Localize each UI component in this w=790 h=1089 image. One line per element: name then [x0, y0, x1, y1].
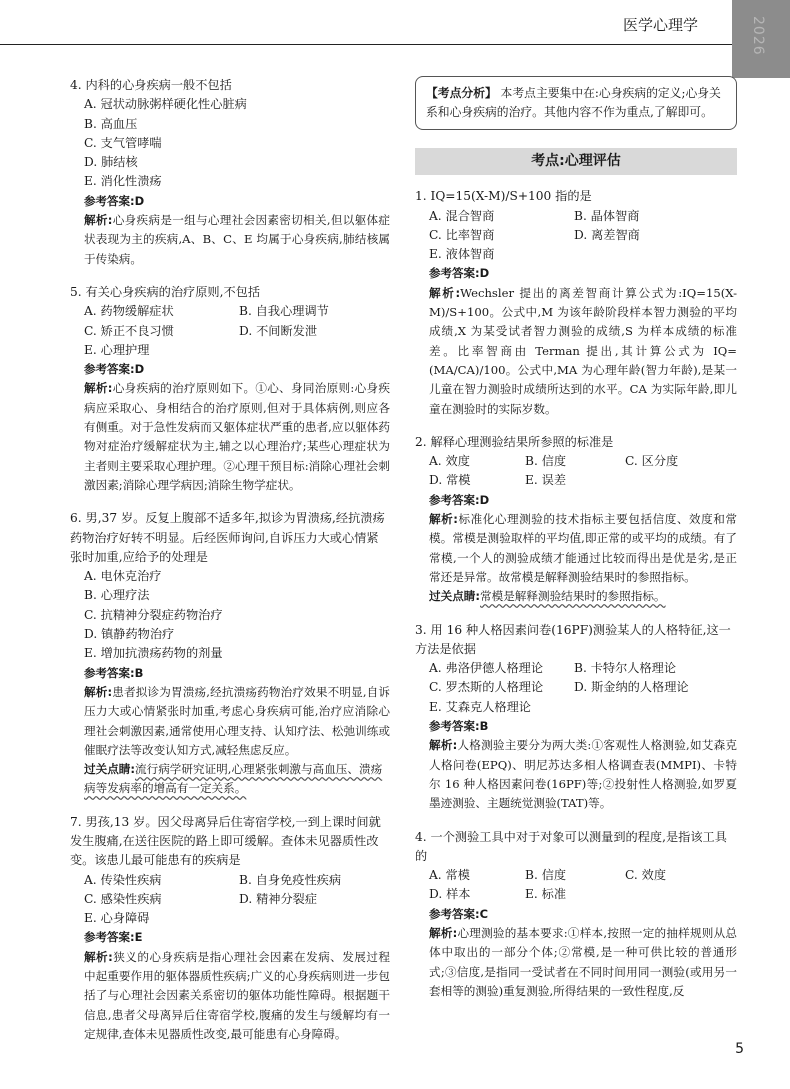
option: C. 抗精神分裂症药物治疗 — [84, 607, 223, 622]
option: A. 效度 — [429, 454, 470, 469]
explanation — [70, 379, 390, 495]
explanation — [415, 284, 737, 419]
answer: 参考答案:B — [84, 665, 144, 680]
question — [70, 813, 390, 1045]
explanation — [415, 736, 737, 813]
question-stem: 3. 用 16 种人格因素问卷(16PF)测验某人的人格特征,这一方法是依据 — [415, 622, 731, 656]
option: E. 标准 — [525, 887, 567, 902]
answer: 参考答案:D — [429, 492, 490, 507]
question-stem: 4. 一个测验工具中对于对象可以测量到的程度,是指该工具的 — [415, 829, 727, 863]
year-label: 2026 — [750, 16, 766, 56]
left-column — [70, 76, 390, 1058]
question-stem: 5. 有关心身疾病的治疗原则,不包括 — [70, 284, 261, 299]
year-tab — [732, 0, 790, 78]
answer: 参考答案:B — [429, 719, 489, 734]
running-header-title: 医学心理学 — [622, 16, 698, 34]
explanation — [415, 510, 737, 587]
explanation-label: 解析: — [84, 684, 113, 699]
explanation-label: 解析: — [429, 738, 458, 753]
question — [70, 283, 390, 495]
key-point-text: 常模是解释测验结果时的参照指标。 — [480, 589, 666, 604]
option: A. 电休克治疗 — [84, 569, 162, 584]
option: D. 离差智商 — [574, 227, 640, 242]
option: C. 罗杰斯的人格理论 — [429, 680, 544, 695]
option: E. 液体智商 — [429, 247, 495, 262]
option: A. 冠状动脉粥样硬化性心脏病 — [84, 97, 247, 112]
option: E. 增加抗溃疡药物的剂量 — [84, 646, 223, 661]
analysis-box-label: 【考点分析】 — [426, 86, 497, 100]
explanation — [415, 924, 737, 1001]
explanation-text: 标准化心理测验的技术指标主要包括信度、效度和常模。常模是测验取样的平均值,即正常的或平均的成绩。有了常模,一个人的测验成绩才能通过比较而得出是优是劣,是正常还是异常。故常模是解释测验结果时的参照指标。 — [429, 512, 737, 584]
option: C. 比率智商 — [429, 227, 495, 242]
option: D. 样本 — [429, 887, 471, 902]
key-point-label: 过关点睛: — [429, 589, 481, 604]
explanation-label: 解析: — [429, 285, 461, 300]
explanation-text: 患者拟诊为胃溃疡,经抗溃疡药物治疗效果不明显,自诉压力大或心情紧张时加重,考虑心身疾病可能,治疗应消除心理社会刺激因素,通常使用心理支持、认知疗法、松弛训练或催眠疗法等改变认知方式,减轻焦虑反应。 — [84, 684, 391, 757]
answer: 参考答案:D — [84, 193, 145, 208]
key-point-label: 过关点睛: — [84, 762, 136, 777]
header-rule — [0, 44, 732, 45]
page-number: 5 — [735, 1041, 744, 1057]
option: E. 消化性溃疡 — [84, 174, 162, 189]
option: D. 不间断发泄 — [239, 323, 318, 338]
question — [415, 828, 737, 1002]
option: D. 斯金纳的人格理论 — [574, 680, 689, 695]
option: A. 混合智商 — [429, 208, 495, 223]
right-column — [415, 76, 737, 1015]
option: C. 矫正不良习惯 — [84, 323, 174, 338]
explanation-label: 解析: — [84, 381, 113, 396]
option: D. 肺结核 — [84, 155, 138, 170]
option: E. 艾森克人格理论 — [429, 699, 531, 714]
question — [415, 433, 737, 607]
analysis-box — [415, 76, 737, 130]
question-stem: 4. 内科的心身疾病一般不包括 — [70, 78, 232, 92]
key-point — [70, 760, 390, 799]
option: B. 信度 — [525, 454, 567, 469]
explanation-text: 心身疾病是一组与心理社会因素密切相关,但以躯体症状表现为主的疾病,A、B、C、E 均属于心身疾病,肺结核属于传染病。 — [84, 213, 391, 266]
explanation-text: 人格测验主要分为两大类:①客观性人格测验,如艾森克人格问卷(EPQ)、明尼苏达多相人格调查表(MMPI)、卡特尔 16 种人格因素问卷(16PF)等;②投射性人格测验,如罗夏墨迹测验、主题统觉测验(TAT)等。 — [429, 738, 737, 811]
explanation-label: 解析: — [84, 213, 113, 228]
question — [415, 621, 737, 814]
option: C. 感染性疾病 — [84, 891, 162, 906]
option: D. 常模 — [429, 473, 471, 488]
answer: 参考答案:D — [429, 266, 490, 281]
option: C. 区分度 — [625, 454, 679, 469]
answer: 参考答案:C — [429, 906, 489, 921]
question-stem: 2. 解释心理测验结果所参照的标准是 — [415, 434, 614, 449]
explanation-text: Wechsler 提出的离差智商计算公式为:IQ=15(X-M)/S+100。公式中,M 为该年龄阶段样本智力测验的平均成绩,X 为某受试者智力测验的成绩,S 为样本成绩的标准差。比率智商由 Terman 提出,其计算公式为 IQ=(MA/CA)/100。公式中,MA 为心理年龄(智力年龄),是某一儿童在智力测验时成绩所达到的水平。CA 为实际年龄,即儿童在测验时的实际岁数。 — [429, 285, 738, 416]
section-title: 考点:心理评估 — [415, 148, 737, 175]
option: B. 自我心理调节 — [239, 304, 329, 319]
option: A. 药物缓解症状 — [84, 304, 174, 319]
option: C. 支气管哮喘 — [84, 135, 162, 150]
option: B. 卡特尔人格理论 — [574, 661, 677, 676]
question — [70, 76, 390, 269]
key-point — [415, 587, 737, 606]
answer: 参考答案:E — [84, 930, 143, 945]
explanation-label: 解析: — [429, 925, 458, 940]
explanation — [70, 683, 390, 760]
option: E. 心理护理 — [84, 342, 150, 357]
question-stem: 7. 男孩,13 岁。因父母离异后住寄宿学校,一到上课时间就发生腹痛,在送往医院的路上即可缓解。查体未见器质性改变。该患儿最可能患有的疾病是 — [70, 814, 381, 868]
question — [415, 187, 737, 419]
question-stem: 1. IQ=15(X-M)/S+100 指的是 — [415, 189, 592, 204]
explanation — [70, 211, 390, 269]
option: B. 晶体智商 — [574, 208, 640, 223]
option: A. 弗洛伊德人格理论 — [429, 661, 544, 676]
analysis-box-text: 本考点主要集中在:心身疾病的定义;心身关系和心身疾病的治疗。其他内容不作为重点,了解即可。 — [426, 86, 721, 119]
explanation-text: 心理测验的基本要求:①样本,按照一定的抽样规则从总体中取出的一部分个体;②常模,是一种可供比较的普通形式;③信度,是指同一受试者在不同时间用同一测验(或用另一套相等的测验)重复测验,所得结果的一致性程度,反 — [429, 925, 737, 998]
answer: 参考答案:D — [84, 362, 145, 377]
option: D. 镇静药物治疗 — [84, 627, 175, 642]
option: B. 高血压 — [84, 116, 138, 131]
option: B. 自身免疫性疾病 — [239, 872, 342, 887]
explanation-text: 心身疾病的治疗原则如下。①心、身同治原则:心身疾病应采取心、身相结合的治疗原则,但对于具体病例,则应各有侧重。对于急性发病而又躯体症状严重的患者,应以躯体药物对症治疗缓解症状为主,辅之以心理治疗;某些心理症状为主者则主要采取心理护理。②心理干预目标:消除心理社会刺激因素;消除心理学病因;消除生物学症状。 — [84, 381, 390, 492]
question-stem: 6. 男,37 岁。反复上腹部不适多年,拟诊为胃溃疡,经抗溃疡药物治疗好转不明显。后经医师询问,自诉压力大或心情紧张时加重,应给予的处理是 — [70, 511, 385, 564]
option: C. 效度 — [625, 868, 667, 883]
option: E. 误差 — [525, 473, 567, 488]
option: E. 心身障碍 — [84, 911, 150, 926]
option: A. 常模 — [429, 868, 470, 883]
question — [70, 509, 390, 798]
explanation — [70, 948, 390, 1044]
explanation-label: 解析: — [84, 949, 113, 964]
option: B. 心理疗法 — [84, 588, 150, 603]
explanation-text: 狭义的心身疾病是指心理社会因素在发病、发展过程中起重要作用的躯体器质性疾病;广义的心身疾病则进一步包括了与心理社会因素关系密切的躯体功能性障碍。根据题干信息,患者父母离异后住寄宿学校,腹痛的发生与缓解均有一定规律,查体未见器质性改变,最可能患有心身障碍。 — [84, 949, 390, 1041]
option: A. 传染性疾病 — [84, 872, 162, 887]
option: B. 信度 — [525, 868, 567, 883]
explanation-label: 解析: — [429, 512, 458, 527]
key-point-text: 流行病学研究证明,心理紧张刺激与高血压、溃疡病等发病率的增高有一定关系。 — [84, 762, 383, 796]
option: D. 精神分裂症 — [239, 891, 318, 906]
